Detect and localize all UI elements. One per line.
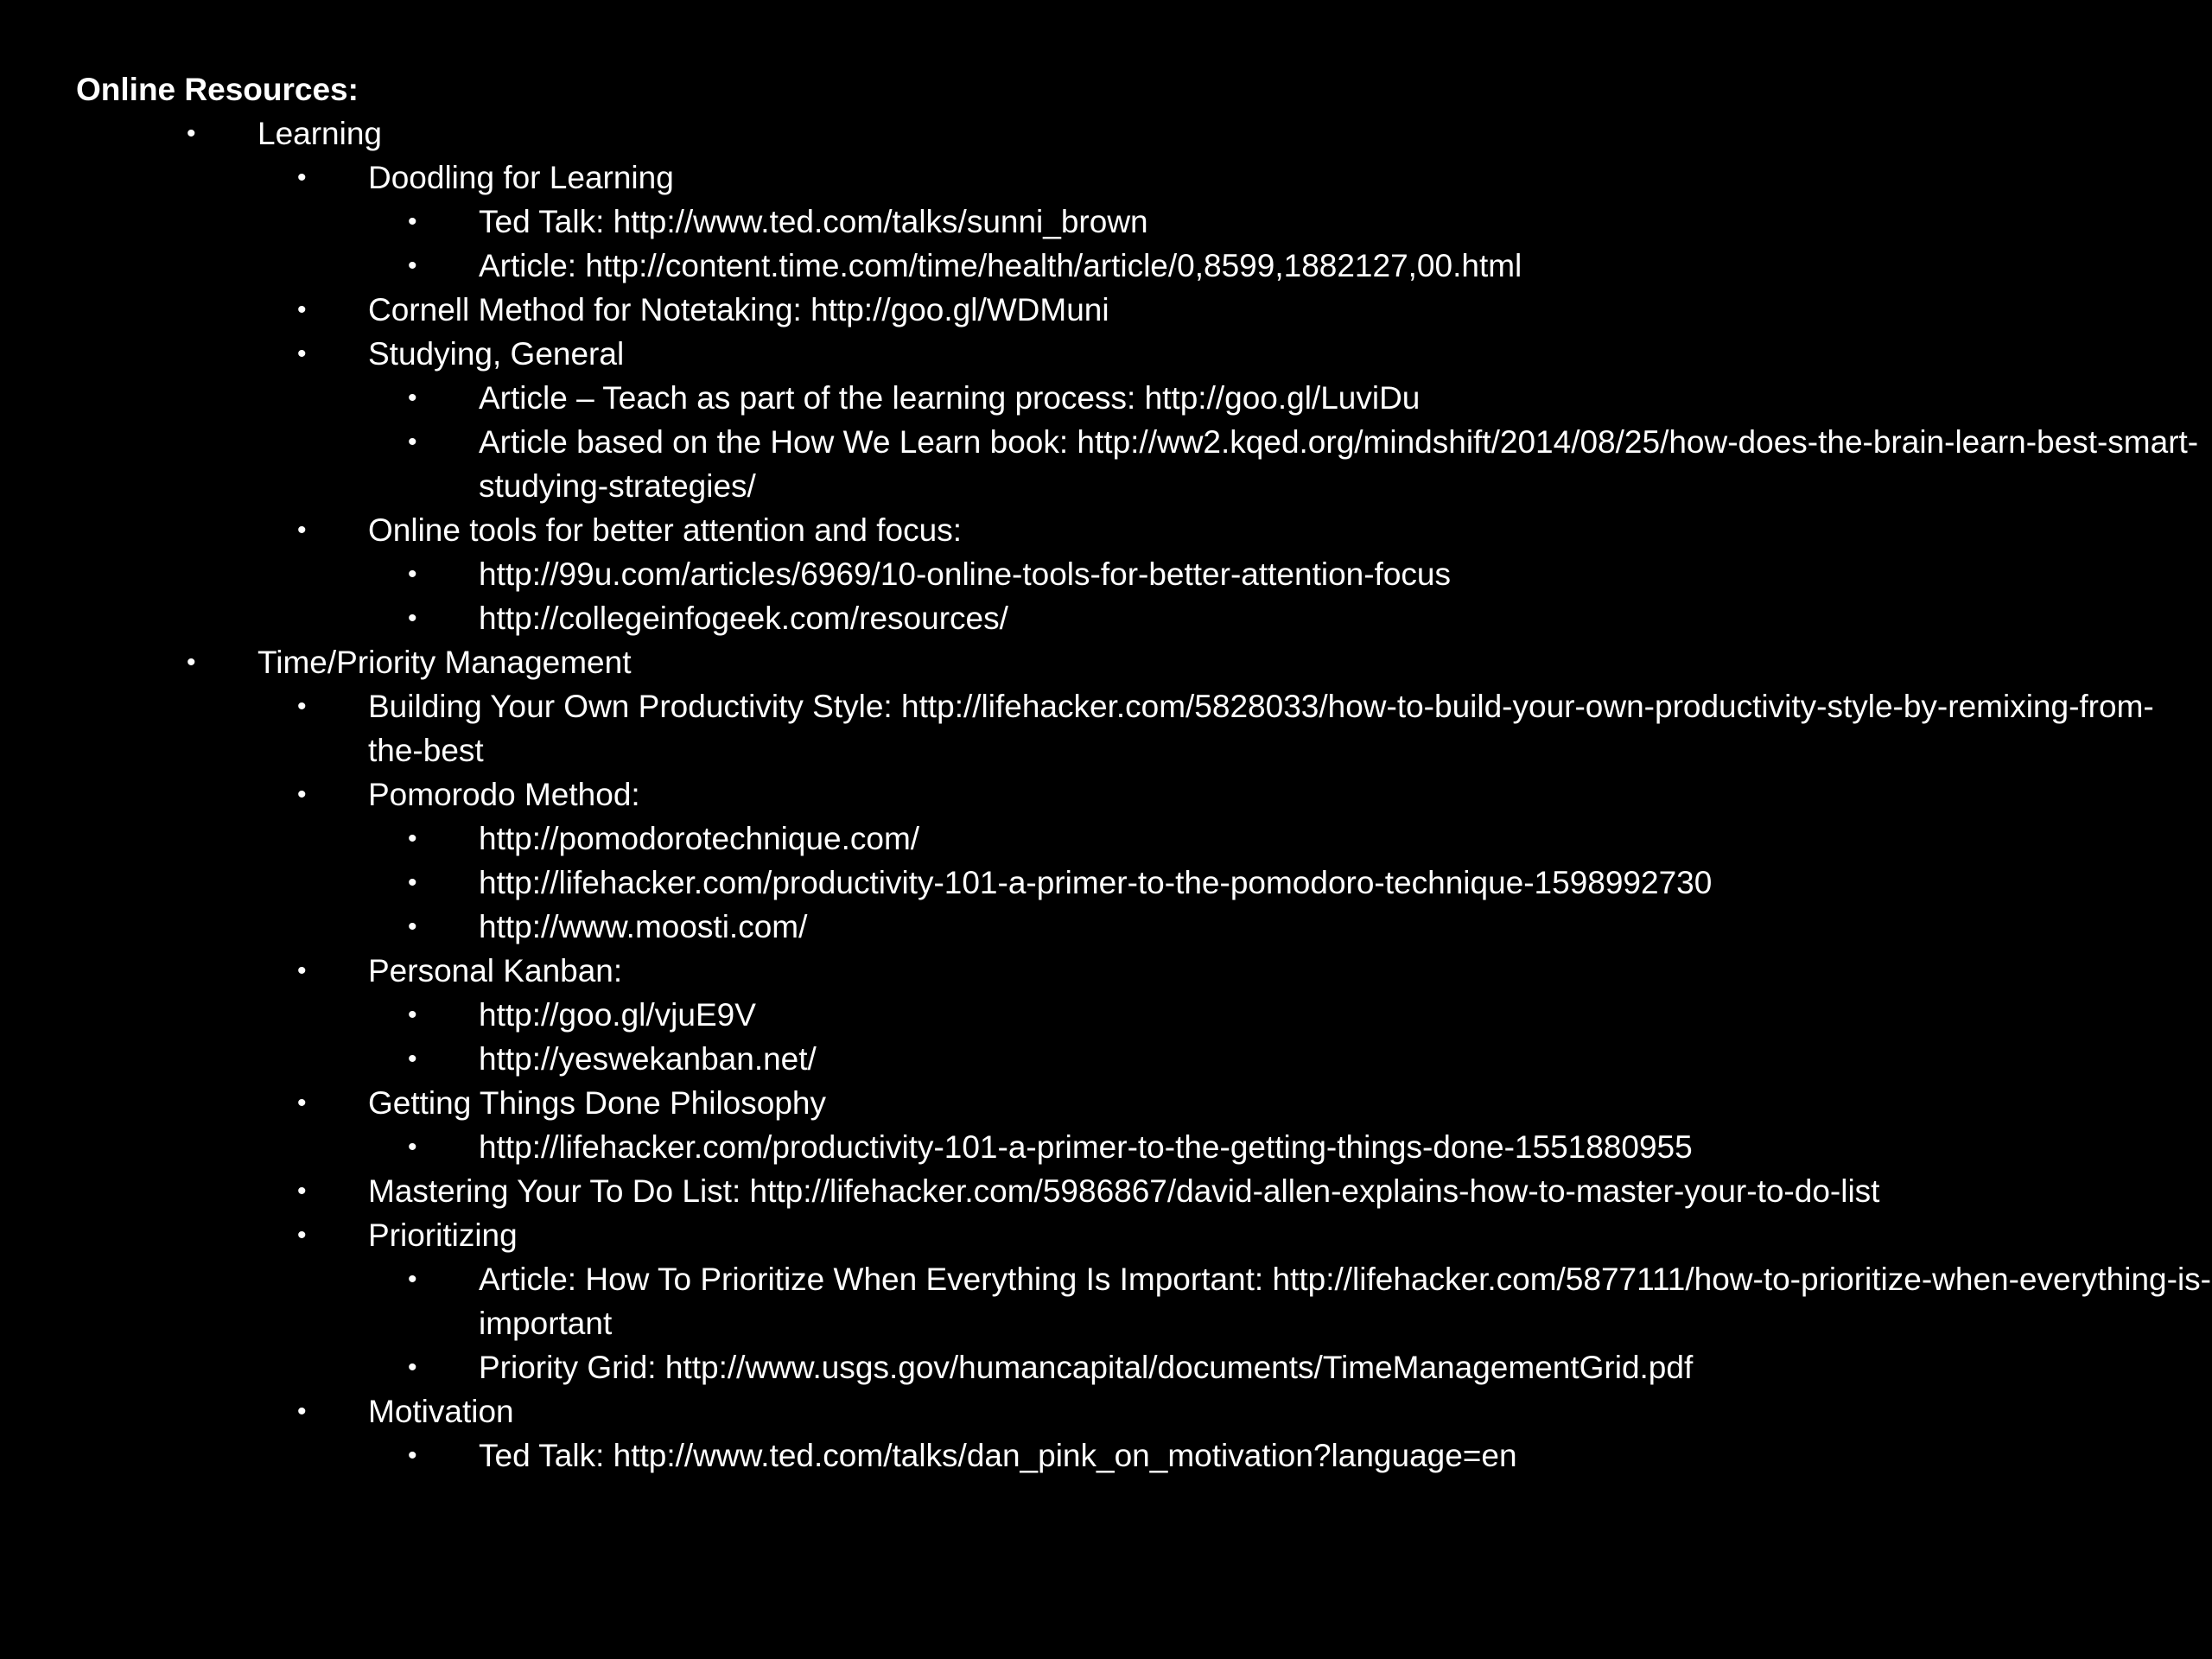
list-item-text: Pomorodo Method: <box>368 777 640 812</box>
bullet-icon: • <box>408 428 417 456</box>
bullet-icon: • <box>408 560 417 588</box>
list-item-text: Article – Teach as part of the learning process: http://goo.gl/LuviDu <box>479 380 1421 416</box>
bullet-icon: • <box>297 1177 307 1205</box>
list-item-text: http://collegeinfogeek.com/resources/ <box>479 601 1008 636</box>
list-item <box>76 1125 2184 1169</box>
list-item-text: Ted Talk: http://www.ted.com/talks/dan_pink_on_motivation?language=en <box>479 1438 1517 1473</box>
bullet-icon: • <box>408 868 417 897</box>
bullet-icon: • <box>408 1045 417 1073</box>
list-item <box>76 1345 2184 1389</box>
list-item <box>76 111 2184 156</box>
list-item-text: Article: http://content.time.com/time/health/article/0,8599,1882127,00.html <box>479 248 1522 283</box>
bullet-icon: • <box>408 207 417 236</box>
bullet-icon: • <box>408 912 417 941</box>
heading-online-resources: Online Resources: <box>76 72 359 107</box>
list-item-text: http://yeswekanban.net/ <box>479 1041 817 1077</box>
bullet-icon: • <box>297 516 307 544</box>
bullet-icon: • <box>297 340 307 368</box>
list-item <box>76 684 2184 772</box>
list-item <box>76 1433 2184 1478</box>
list-item <box>76 1389 2184 1433</box>
bullet-icon: • <box>408 1441 417 1470</box>
list-item <box>76 1213 2184 1257</box>
list-item-text: Studying, General <box>368 336 625 372</box>
list-item-text: Article: How To Prioritize When Everything Is Important: http://lifehacker.com/5877111/how-to-prioritize-when-everything-is-important <box>479 1262 2211 1341</box>
list-item <box>76 772 2184 817</box>
list-item <box>76 1081 2184 1125</box>
list-item <box>76 949 2184 993</box>
list-item <box>76 376 2184 420</box>
list-item <box>76 993 2184 1037</box>
bullet-icon: • <box>408 1001 417 1029</box>
bullet-icon: • <box>408 1265 417 1294</box>
bullet-icon: • <box>297 957 307 985</box>
list-item <box>76 332 2184 376</box>
list-item <box>76 861 2184 905</box>
list-item <box>76 288 2184 332</box>
list-item-text: Online tools for better attention and focus: <box>368 512 962 548</box>
list-item <box>76 244 2184 288</box>
list-item-text: Ted Talk: http://www.ted.com/talks/sunni_brown <box>479 204 1148 239</box>
bullet-icon: • <box>297 1221 307 1249</box>
list-item <box>76 200 2184 244</box>
list-item-text: http://goo.gl/vjuE9V <box>479 997 756 1033</box>
list-item-text: http://lifehacker.com/productivity-101-a-primer-to-the-pomodoro-technique-1598992730 <box>479 865 1713 900</box>
list-item-text: Motivation <box>368 1394 514 1429</box>
bullet-icon: • <box>187 648 196 677</box>
resource-list <box>76 111 2211 1478</box>
bullet-icon: • <box>408 384 417 412</box>
list-item <box>76 1169 2184 1213</box>
bullet-icon: • <box>408 824 417 853</box>
bullet-icon: • <box>408 1353 417 1382</box>
bullet-icon: • <box>297 780 307 809</box>
list-item <box>76 817 2184 861</box>
bullet-icon: • <box>297 163 307 192</box>
list-item-text: Priority Grid: http://www.usgs.gov/humancapital/documents/TimeManagementGrid.pdf <box>479 1350 1694 1385</box>
list-item <box>76 1037 2184 1081</box>
bullet-icon: • <box>297 1089 307 1117</box>
list-item <box>76 640 2184 684</box>
slide-content <box>76 67 2211 1478</box>
list-item-text: http://www.moosti.com/ <box>479 909 808 944</box>
list-item <box>76 596 2184 640</box>
list-item-text: Time/Priority Management <box>257 645 632 680</box>
list-item-text: Prioritizing <box>368 1217 518 1253</box>
list-item-text: http://lifehacker.com/productivity-101-a-primer-to-the-getting-things-done-1551880955 <box>479 1129 1693 1165</box>
list-item <box>76 508 2184 552</box>
bullet-icon: • <box>408 251 417 280</box>
bullet-icon: • <box>297 692 307 721</box>
list-item-text: Getting Things Done Philosophy <box>368 1085 826 1121</box>
list-item-text: http://pomodorotechnique.com/ <box>479 821 920 856</box>
bullet-icon: • <box>187 119 196 148</box>
bullet-icon: • <box>297 1397 307 1426</box>
list-item-text: http://99u.com/articles/6969/10-online-tools-for-better-attention-focus <box>479 556 1451 592</box>
list-item-text: Mastering Your To Do List: http://lifehacker.com/5986867/david-allen-explains-how-to-master-your-to-do-list <box>368 1173 1880 1209</box>
list-item <box>76 156 2184 200</box>
bullet-icon: • <box>408 1133 417 1161</box>
list-item-text: Building Your Own Productivity Style: http://lifehacker.com/5828033/how-to-build-your-own-productivity-style-by-remixing-from-the-best <box>368 689 2154 768</box>
list-item-text: Doodling for Learning <box>368 160 674 195</box>
list-item <box>76 420 2199 508</box>
list-item <box>76 905 2184 949</box>
list-item-text: Personal Kanban: <box>368 953 623 988</box>
list-item-text: Article based on the How We Learn book: http://ww2.kqed.org/mindshift/2014/08/25/how-does-the-brain-learn-best-smart-studying-strategies/ <box>479 424 2199 504</box>
list-item-text: Learning <box>257 116 383 151</box>
bullet-icon: • <box>408 604 417 632</box>
list-item <box>76 552 2184 596</box>
list-item <box>76 1257 2211 1345</box>
list-item-text: Cornell Method for Notetaking: http://goo.gl/WDMuni <box>368 292 1109 327</box>
bullet-icon: • <box>297 296 307 324</box>
